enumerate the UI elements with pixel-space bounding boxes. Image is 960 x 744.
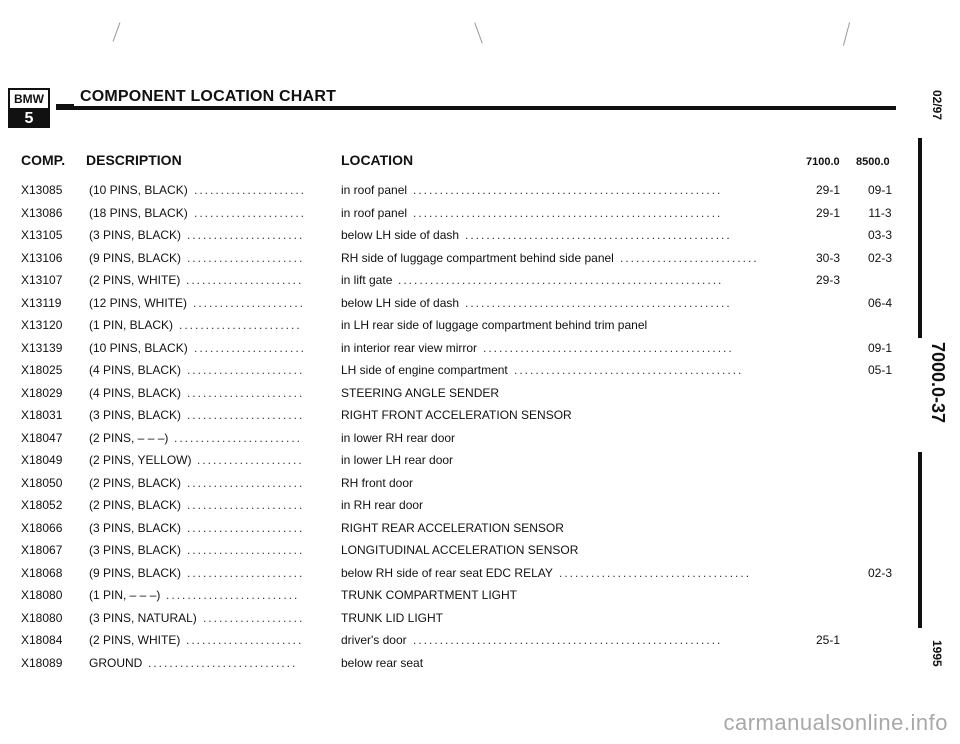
leader-dots: ..........................................................	[413, 633, 723, 647]
table-row	[0, 408, 900, 430]
column-header-comp: COMP.	[21, 152, 66, 168]
component-description: (12 PINS, WHITE)	[89, 295, 188, 310]
leader-dots: ..........................	[620, 250, 759, 265]
table-row	[0, 228, 900, 250]
component-description: (9 PINS, BLACK)	[89, 565, 182, 580]
logo-text-top: BMW	[10, 90, 48, 110]
watermark: carmanualsonline.info	[723, 710, 948, 735]
table-row	[0, 206, 900, 228]
leader-dots: ...........................................	[514, 363, 744, 377]
leader-dots: ............................	[148, 655, 298, 670]
component-description: (1 PIN, BLACK)	[89, 318, 174, 332]
leader-dots: .........................	[166, 588, 300, 602]
component-description: (3 PINS, BLACK)	[89, 408, 182, 422]
reference-7100: 25-1	[815, 633, 841, 647]
component-code: X13085	[21, 183, 63, 197]
table-row	[0, 521, 900, 543]
component-code: X13107	[21, 273, 63, 287]
component-description: (2 PINS, – – –)	[89, 430, 169, 445]
component-location: LONGITUDINAL ACCELERATION SENSOR	[341, 543, 579, 557]
side-date: 02/97	[930, 90, 944, 121]
reference-7100: 30-3	[815, 250, 841, 265]
leader-dots: ...................	[203, 610, 305, 625]
component-code: X13086	[21, 205, 63, 220]
component-description: (3 PINS, BLACK)	[89, 520, 182, 535]
component-code: X18025	[21, 363, 63, 377]
component-code: X18031	[21, 408, 63, 422]
leader-dots: ........................	[174, 430, 303, 445]
component-description: (10 PINS, BLACK)	[89, 183, 188, 197]
side-page-number: 7000.0-37	[928, 342, 948, 424]
table-row	[0, 566, 900, 588]
leader-dots: .....................	[194, 183, 307, 197]
scan-mark	[843, 22, 850, 45]
table-row	[0, 251, 900, 273]
leader-dots: .............................................................	[398, 273, 724, 287]
leader-dots: ......................	[187, 543, 305, 557]
component-location: in LH rear side of luggage compartment behind trim panel	[341, 318, 648, 332]
component-code: X18089	[21, 655, 63, 670]
reference-8500: 11-3	[868, 205, 892, 220]
component-location: in lower LH rear door	[341, 453, 454, 467]
component-code: X13119	[21, 295, 62, 310]
component-location: in roof panel	[341, 183, 408, 197]
side-rule-top	[918, 138, 922, 338]
side-year: 1995	[930, 640, 944, 667]
component-code: X18068	[21, 565, 63, 580]
leader-dots: ......................	[186, 273, 304, 287]
component-location: in interior rear view mirror	[341, 340, 478, 355]
column-header-location: LOCATION	[341, 152, 414, 168]
reference-8500: 09-1	[867, 183, 893, 197]
component-location: RIGHT REAR ACCELERATION SENSOR	[341, 520, 564, 535]
table-row	[0, 341, 900, 363]
reference-8500: 02-3	[867, 250, 893, 265]
table-row	[0, 543, 900, 565]
component-code: X18049	[21, 453, 63, 467]
leader-dots: ...............................................	[483, 340, 734, 355]
leader-dots: ..........................................................	[413, 205, 723, 220]
component-description: (2 PINS, WHITE)	[89, 633, 181, 647]
component-location: in lift gate	[341, 273, 393, 287]
component-location: RH front door	[341, 475, 414, 490]
component-location: in RH rear door	[341, 498, 424, 512]
leader-dots: ......................	[187, 408, 305, 422]
component-code: X18029	[21, 385, 63, 400]
leader-dots: ......................	[187, 250, 305, 265]
leader-dots: ......................	[187, 498, 305, 512]
component-description: (2 PINS, WHITE)	[89, 273, 181, 287]
table-row	[0, 318, 900, 340]
leader-dots: ......................	[187, 228, 305, 242]
component-code: X18080	[21, 588, 63, 602]
component-location: RIGHT FRONT ACCELERATION SENSOR	[341, 408, 572, 422]
leader-dots: ..................................................	[465, 295, 732, 310]
component-code: X18050	[21, 475, 63, 490]
column-header-ref-a: 7100.0	[806, 156, 840, 168]
component-location: below rear seat	[341, 655, 424, 670]
component-location: in lower RH rear door	[341, 430, 456, 445]
component-code: X18084	[21, 633, 63, 647]
component-location: in roof panel	[341, 205, 408, 220]
reference-8500: 05-1	[867, 363, 893, 377]
table-row	[0, 296, 900, 318]
leader-dots: ....................................	[559, 565, 752, 580]
reference-8500: 02-3	[867, 565, 893, 580]
scan-mark	[113, 22, 121, 41]
component-location: STEERING ANGLE SENDER	[341, 385, 500, 400]
table-row	[0, 183, 900, 205]
side-rule-middle	[918, 452, 922, 628]
component-code: X18067	[21, 543, 63, 557]
component-code: X13120	[21, 318, 63, 332]
scan-mark	[474, 22, 482, 43]
leader-dots: .....................	[194, 340, 307, 355]
component-description: (3 PINS, BLACK)	[89, 228, 182, 242]
component-description: (1 PIN, – – –)	[89, 588, 161, 602]
table-row	[0, 588, 900, 610]
leader-dots: ......................	[187, 475, 305, 490]
column-header-ref-b: 8500.0	[856, 156, 890, 168]
reference-8500: 06-4	[867, 295, 893, 310]
component-code: X18052	[21, 498, 63, 512]
component-description: (2 PINS, YELLOW)	[89, 453, 192, 467]
leader-dots: ......................	[187, 385, 305, 400]
component-location: TRUNK LID LIGHT	[341, 610, 444, 625]
reference-7100: 29-1	[815, 183, 841, 197]
table-row	[0, 386, 900, 408]
table-row	[0, 453, 900, 475]
reference-7100: 29-3	[815, 273, 841, 287]
component-location: RH side of luggage compartment behind side panel	[341, 250, 614, 265]
component-code: X13105	[21, 228, 63, 242]
table-row	[0, 273, 900, 295]
leader-dots: ..................................................	[465, 228, 732, 242]
leader-dots: .....................	[194, 205, 307, 220]
component-description: (18 PINS, BLACK)	[89, 205, 188, 220]
leader-dots: ..........................................................	[413, 183, 723, 197]
table-row	[0, 656, 900, 678]
table-row	[0, 476, 900, 498]
table-row	[0, 611, 900, 633]
component-description: (2 PINS, BLACK)	[89, 475, 182, 490]
reference-7100: 29-1	[815, 205, 841, 220]
logo-text-bottom: 5	[10, 110, 48, 128]
leader-dots: .....................	[193, 295, 306, 310]
table-row	[0, 363, 900, 385]
component-code: X13106	[21, 250, 63, 265]
component-description: (2 PINS, BLACK)	[89, 498, 182, 512]
leader-dots: ....................	[197, 453, 304, 467]
title-rule	[56, 106, 896, 110]
component-code: X18066	[21, 520, 63, 535]
leader-dots: .......................	[179, 318, 302, 332]
component-description: (10 PINS, BLACK)	[89, 340, 188, 355]
leader-dots: ......................	[187, 565, 305, 580]
component-location: below LH side of dash	[341, 228, 460, 242]
component-description: (9 PINS, BLACK)	[89, 250, 182, 265]
column-header-description: DESCRIPTION	[86, 152, 182, 168]
table-row	[0, 431, 900, 453]
component-description: (3 PINS, BLACK)	[89, 543, 182, 557]
table-row	[0, 498, 900, 520]
leader-dots: ......................	[187, 520, 305, 535]
component-description: (4 PINS, BLACK)	[89, 363, 182, 377]
component-description: (4 PINS, BLACK)	[89, 385, 182, 400]
leader-dots: ......................	[186, 633, 304, 647]
component-location: driver's door	[341, 633, 407, 647]
table-row	[0, 633, 900, 655]
component-description: GROUND	[89, 655, 143, 670]
component-location: TRUNK COMPARTMENT LIGHT	[341, 588, 518, 602]
reference-8500: 09-1	[867, 340, 893, 355]
component-location: below RH side of rear seat EDC RELAY	[341, 565, 553, 580]
component-location: below LH side of dash	[341, 295, 460, 310]
reference-8500: 03-3	[867, 228, 893, 242]
component-code: X18047	[21, 430, 63, 445]
component-location: LH side of engine compartment	[341, 363, 508, 377]
bmw-5-logo	[8, 88, 50, 128]
leader-dots: ......................	[187, 363, 305, 377]
component-code: X18080	[21, 610, 63, 625]
component-description: (3 PINS, NATURAL)	[89, 610, 197, 625]
page-title: COMPONENT LOCATION CHART	[80, 88, 337, 105]
component-code: X13139	[21, 340, 63, 355]
